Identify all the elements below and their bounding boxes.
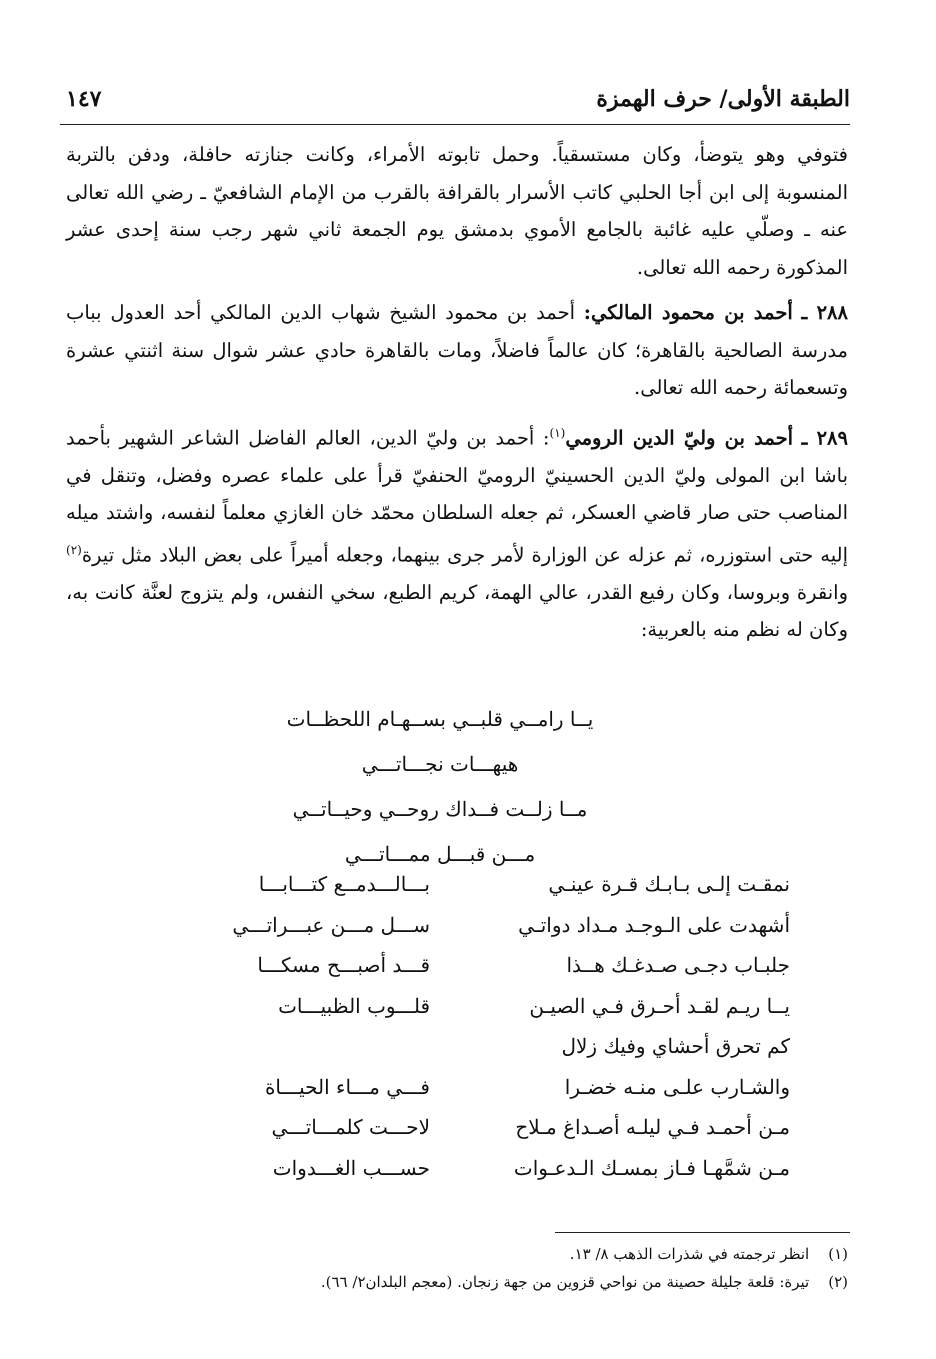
entry-name: أحمد بن وليّ الدين الرومي	[565, 426, 794, 449]
verse-row	[150, 953, 790, 994]
verse-row	[150, 1075, 790, 1116]
footnote-number: (١)	[828, 1245, 848, 1263]
verse-row	[150, 1115, 790, 1156]
verse-second-hemistich: لاحـــت كلمـــاتـــي	[271, 1115, 430, 1139]
verse-second-hemistich: ســـل مـــن عبـــراتـــي	[232, 912, 430, 937]
running-head	[60, 86, 850, 122]
poem-line: هيهـــات نجـــاتـــي	[361, 752, 519, 776]
verse-row	[150, 872, 790, 913]
page-title: الطبقة الأولى/ حرف الهمزة	[596, 86, 850, 112]
header-divider	[60, 124, 850, 125]
verse-second-hemistich: فـــي مـــاء الحيـــاة	[264, 1074, 430, 1099]
footnote-ref-2[interactable]: (٢)	[66, 542, 82, 557]
footnote-divider	[555, 1232, 850, 1233]
verse-row	[150, 1156, 790, 1197]
biography-entry-288	[66, 294, 848, 407]
poem-line: مــا زلــت فــداك روحــي وحيــاتــي	[292, 797, 588, 821]
poem-line: مـــن قبـــل ممـــاتـــي	[344, 842, 536, 866]
footnote-2	[120, 1268, 848, 1296]
verse-first-hemistich: جلبـاب دجـى صـدغـك هــذا	[566, 953, 790, 977]
entry-number: ٢٨٩ ـ	[801, 426, 848, 449]
footnote-number: (٢)	[828, 1273, 848, 1291]
page-number: ١٤٧	[66, 86, 102, 112]
verse-second-hemistich: قـــد أصبـــح مسكـــا	[257, 953, 430, 977]
entry-number: ٢٨٨ ـ	[801, 301, 848, 324]
biography-entry-289	[66, 415, 848, 649]
verse-first-hemistich: مـن شمَّهـا فـاز بمسـك الـدعـوات	[513, 1155, 790, 1180]
verse-row	[150, 1034, 790, 1075]
entry-text-continued: وانقرة وبروسا، وكان رفيع القدر، عالي الهمة، كريم الطبع، سخي النفس، ولم يتزوج لعنَّة كانت به، وكان له نظم منه بالعربية:	[66, 580, 848, 641]
footnote-text: انظر ترجمته في شذرات الذهب ٨/ ١٣.	[569, 1245, 810, 1263]
footnote-ref-1[interactable]: (١)	[549, 425, 566, 440]
entry-text: أحمد بن محمود الشيخ شهاب الدين المالكي أحد العدول بباب مدرسة الصالحية بالقاهرة؛ كان عالماً فاضلاً، ومات بالقاهرة حادي عشر شوال سنة اثنتي عشرة وتسعمائة رحمه الله تعالى.	[66, 301, 848, 399]
centered-poem	[200, 697, 680, 877]
paragraph-continuation	[66, 136, 848, 286]
main-text	[66, 136, 848, 657]
verse-second-hemistich: حســـب الغـــدوات	[272, 1155, 430, 1180]
footnote-text: تيرة: قلعة جليلة حصينة من نواحي قزوين من جهة زنجان. (معجم البلدان٢/ ٦٦).	[320, 1273, 810, 1291]
entry-name: أحمد بن محمود المالكي:	[583, 301, 793, 324]
verse-first-hemistich: كم تحرق أحشاي وفيك زلال	[561, 1034, 790, 1058]
verse-second-hemistich: بـــالـــدمــع كتـــابـــا	[258, 872, 430, 896]
verse-first-hemistich: نمقـت إلـى بـابـك قـرة عينـي	[548, 872, 790, 896]
footnote-1	[120, 1240, 848, 1268]
footnotes	[120, 1240, 848, 1296]
verse-second-hemistich: قلـــوب الظبيـــات	[278, 993, 430, 1018]
verse-first-hemistich: يــا ريـم لقـد أحـرق فـي الصيـن	[529, 993, 790, 1018]
entry-text: : أحمد بن وليّ الدين، العالم الفاضل الشاعر الشهير بأحمد باشا ابن المولى وليّ الدين الحسينيّ الروميّ الحنفيّ قرأ على علماء عصره وفضل، وتنقل في المناصب حتى صار قاضي العسكر، ثم جعله السلطان محمّد خان الغازي معلماً لنفسه، واشتد ميله إليه حتى استوزره، ثم عزله عن الوزارة لأمر جرى بينهما، وجعله أميراً على بعض البلاد مثل تيرة	[66, 426, 848, 566]
verse-row	[150, 913, 790, 954]
verse-first-hemistich: والشـارب علـى منـه خضـرا	[564, 1074, 790, 1099]
poem-line: يــا رامــي قلبــي بســهـام اللحظــات	[286, 707, 594, 731]
verse-grid	[150, 872, 790, 1196]
verse-first-hemistich: أشهدت على الـوجـد مـداد دواتـي	[518, 912, 790, 937]
verse-first-hemistich: مـن أحمـد فـي ليلـه أصـداغ مـلاح	[515, 1115, 790, 1139]
verse-row	[150, 994, 790, 1035]
paragraph-text: فتوفي وهو يتوضأ، وكان مستسقياً. وحمل تابوته الأمراء، وكانت جنازته حافلة، ودفن بالتربة المنسوبة إلى ابن أجا الحلبي كاتب الأسرار بالقرافة بالقرب من الإمام الشافعيّ ـ رضي الله تعالى عنه ـ وصلّي عليه غائبة بالجامع الأموي بدمشق يوم الجمعة ثاني شهر رجب سنة إحدى عشر المذكورة رحمه الله تعالى.	[66, 143, 848, 279]
